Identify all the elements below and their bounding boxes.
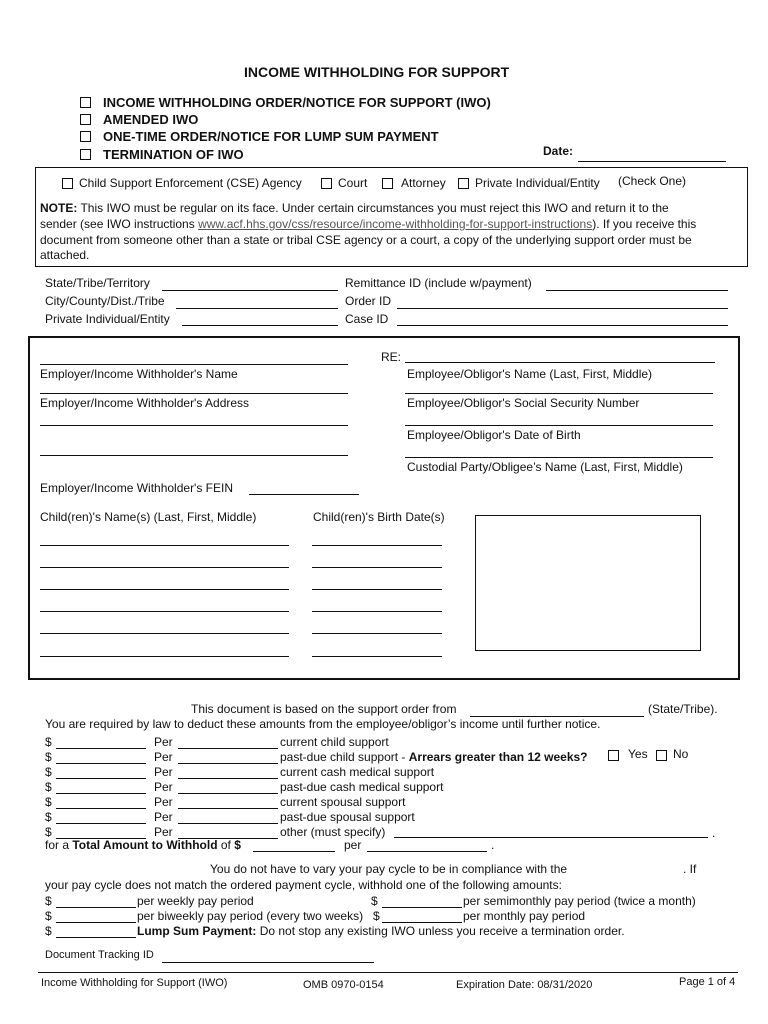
child-name-field[interactable]: [40, 589, 289, 590]
amount-field[interactable]: [56, 808, 146, 809]
amount-field[interactable]: [56, 823, 146, 824]
child-name-field[interactable]: [40, 656, 289, 657]
amount-item-text: past-due child support -: [280, 750, 409, 764]
child-dob-field[interactable]: [312, 656, 442, 657]
lump-sum-amount-field[interactable]: [56, 937, 136, 938]
dollar-sign: $: [45, 810, 52, 824]
private-checkbox[interactable]: [458, 178, 469, 189]
children-names-label: Child(ren)'s Name(s) (Last, First, Middle): [40, 510, 257, 524]
amount-item-label: [280, 735, 389, 749]
photo-box: [475, 515, 701, 651]
based-on-label: This document is based on the support order from: [191, 702, 457, 716]
amount-item-label: [280, 765, 434, 779]
per-period-field[interactable]: [178, 778, 278, 779]
child-name-field[interactable]: [40, 611, 289, 612]
amount-item-label: [280, 780, 443, 794]
employer-address-field-3[interactable]: [40, 455, 348, 456]
per-label: Per: [154, 765, 173, 779]
per-label: Per: [154, 735, 173, 749]
state-tribe-label: (State/Tribe).: [648, 702, 718, 716]
attorney-checkbox[interactable]: [382, 178, 393, 189]
arrears-no-label: No: [673, 747, 689, 761]
amount-item-label: [280, 810, 415, 824]
per-label: Per: [154, 810, 173, 824]
employer-name-label: Employer/Income Withholder's Name: [40, 367, 238, 381]
employer-address-field-1[interactable]: [40, 393, 348, 394]
private-entity-field[interactable]: [182, 325, 338, 326]
cse-label: Child Support Enforcement (CSE) Agency: [79, 176, 302, 190]
remittance-field[interactable]: [546, 290, 728, 291]
per-period-field[interactable]: [178, 823, 278, 824]
child-dob-field[interactable]: [312, 633, 442, 634]
employer-address-label: Employer/Income Withholder's Address: [40, 396, 250, 410]
lump-sum-text: Do not stop any existing IWO unless you receive a termination order.: [256, 924, 625, 938]
employee-name-label: Employee/Obligor's Name (Last, First, Middle): [407, 367, 653, 381]
amount-item-text: current cash medical support: [280, 765, 435, 779]
dollar-sign: $: [45, 765, 52, 779]
case-label: Case ID: [345, 312, 389, 326]
city-label: City/County/Dist./Tribe: [45, 294, 165, 308]
re-label: RE:: [381, 350, 402, 364]
total-label: Total Amount to Withhold: [72, 838, 218, 852]
monthly-label: per monthly pay period: [463, 909, 586, 923]
court-checkbox[interactable]: [321, 178, 332, 189]
per-period-field[interactable]: [178, 793, 278, 794]
per-label: Per: [154, 825, 173, 839]
child-dob-field[interactable]: [312, 567, 442, 568]
semimonthly-amount-field[interactable]: [382, 907, 462, 908]
remittance-label: Remittance ID (include w/payment): [345, 276, 532, 290]
state-field[interactable]: [162, 290, 338, 291]
amount-item-text: current spousal support: [280, 795, 406, 809]
footer-expiration: Expiration Date: 08/31/2020: [456, 979, 593, 991]
note-line-1: [40, 201, 669, 215]
arrears-question: Arrears greater than 12 weeks?: [408, 750, 588, 764]
date-field[interactable]: [578, 161, 726, 162]
child-name-field[interactable]: [40, 633, 289, 634]
weekly-label: per weekly pay period: [137, 894, 254, 908]
pay-cycle-line-1-end: . If: [683, 862, 697, 876]
per-label: Per: [154, 750, 173, 764]
page-title: INCOME WITHHOLDING FOR SUPPORT: [244, 64, 510, 80]
amended-label: AMENDED IWO: [103, 112, 199, 127]
fein-field[interactable]: [249, 494, 359, 495]
lump-sum-line: [137, 924, 625, 938]
total-period: .: [491, 838, 495, 852]
employer-name-field[interactable]: [40, 364, 348, 365]
semimonthly-label: per semimonthly pay period (twice a month): [463, 894, 696, 908]
termination-checkbox[interactable]: [80, 149, 91, 160]
amount-field[interactable]: [56, 778, 146, 779]
dollar-sign: $: [45, 750, 52, 764]
custodial-field[interactable]: [405, 457, 713, 458]
order-label: Order ID: [345, 294, 392, 308]
amount-item-text: current child support: [280, 735, 389, 749]
court-label: Court: [338, 176, 368, 190]
total-line: [45, 838, 241, 852]
note-text-2-pre: sender (see IWO instructions: [40, 217, 199, 231]
footer-omb: OMB 0970-0154: [303, 979, 384, 991]
instructions-link[interactable]: www.acf.hhs.gov/css/resource/income-withholding-for-support-instructions: [198, 217, 593, 231]
custodial-label: Custodial Party/Obligee’s Name (Last, First, Middle): [407, 460, 683, 474]
attorney-label: Attorney: [401, 176, 446, 190]
ssn-field[interactable]: [405, 393, 713, 394]
dob-field[interactable]: [405, 425, 713, 426]
per-period-field[interactable]: [178, 748, 278, 749]
amount-item-text: past-due spousal support: [280, 810, 415, 824]
private-label: Private Individual/Entity: [475, 176, 600, 190]
per-period-field[interactable]: [178, 808, 278, 809]
dollar-sign: $: [45, 825, 52, 839]
child-dob-field[interactable]: [312, 611, 442, 612]
note-line-3: document from someone other than a state or tribal CSE agency or a court, a copy of the underlying support order must be: [40, 233, 692, 247]
total-of: of: [217, 838, 235, 852]
lump-sum-checkbox[interactable]: [80, 131, 91, 142]
dollar-sign: $: [45, 795, 52, 809]
fein-label: Employer/Income Withholder's FEIN: [40, 481, 234, 495]
weekly-amount-field[interactable]: [56, 907, 136, 908]
employee-name-field[interactable]: [405, 362, 715, 363]
dollar-sign: $: [373, 909, 380, 923]
biweekly-amount-field[interactable]: [56, 922, 136, 923]
private-entity-label: Private Individual/Entity: [45, 312, 170, 326]
amended-checkbox[interactable]: [80, 114, 91, 125]
employer-address-field-2[interactable]: [40, 425, 348, 426]
dollar-sign: $: [371, 894, 378, 908]
dollar-sign: $: [45, 894, 52, 908]
pay-cycle-line-2: your pay cycle does not match the ordered payment cycle, withhold one of the following amounts:: [45, 878, 562, 892]
dob-label: Employee/Obligor's Date of Birth: [407, 428, 581, 442]
children-dob-label: Child(ren)'s Birth Date(s): [313, 510, 445, 524]
amount-item-label: [280, 795, 405, 809]
tracking-label: Document Tracking ID: [45, 949, 154, 961]
child-dob-field[interactable]: [312, 589, 442, 590]
note-label: NOTE:: [40, 201, 78, 215]
lump-sum-bold: Lump Sum Payment:: [137, 924, 257, 938]
total-pre: for a: [45, 838, 73, 852]
amount-item-label: [280, 750, 588, 764]
total-dollar: $: [234, 838, 241, 852]
per-period-field[interactable]: [178, 763, 278, 764]
total-amount-field[interactable]: [253, 851, 335, 852]
cse-checkbox[interactable]: [62, 178, 73, 189]
per-label: Per: [154, 795, 173, 809]
iwo-label: INCOME WITHHOLDING ORDER/NOTICE FOR SUPPORT (IWO): [103, 95, 491, 110]
order-field[interactable]: [397, 308, 728, 309]
amount-field[interactable]: [56, 763, 146, 764]
note-text-1: This IWO must be regular on its face. Under certain circumstances you must reject this IWO and return it to the: [80, 201, 669, 215]
footer-form-name: Income Withholding for Support (IWO): [41, 977, 228, 989]
termination-label: TERMINATION OF IWO: [103, 147, 244, 162]
footer-rule: [38, 972, 738, 973]
arrears-no-checkbox[interactable]: [656, 750, 667, 761]
footer-page: Page 1 of 4: [679, 976, 736, 988]
note-text-2-post: ). If you receive this: [592, 217, 697, 231]
other-specify-field[interactable]: [394, 837, 708, 838]
per-label: Per: [154, 780, 173, 794]
note-line-2: [40, 217, 696, 231]
tracking-field[interactable]: [162, 962, 374, 963]
amount-item-text: other (must specify): [280, 825, 386, 839]
monthly-amount-field[interactable]: [382, 922, 462, 923]
case-field[interactable]: [397, 325, 728, 326]
amount-field[interactable]: [56, 793, 146, 794]
state-label: State/Tribe/Territory: [45, 276, 150, 290]
city-field[interactable]: [176, 308, 338, 309]
date-label: Date:: [543, 144, 574, 158]
dollar-sign: $: [45, 780, 52, 794]
other-period: .: [712, 826, 716, 840]
total-per-label: per: [344, 838, 362, 852]
child-name-field[interactable]: [40, 545, 289, 546]
dollar-sign: $: [45, 924, 52, 938]
arrears-yes-checkbox[interactable]: [608, 750, 619, 761]
arrears-yes-label: Yes: [628, 747, 648, 761]
pay-cycle-line-1: You do not have to vary your pay cycle to be in compliance with the: [210, 862, 568, 876]
required-text: You are required by law to deduct these amounts from the employee/obligor’s income until further notice.: [45, 717, 601, 731]
amount-item-text: past-due cash medical support: [280, 780, 444, 794]
amount-field[interactable]: [56, 748, 146, 749]
iwo-checkbox[interactable]: [80, 97, 91, 108]
lump-sum-label: ONE-TIME ORDER/NOTICE FOR LUMP SUM PAYMENT: [103, 129, 439, 144]
amount-item-label: [280, 825, 385, 839]
biweekly-label: per biweekly pay period (every two weeks): [137, 909, 364, 923]
check-one-label: (Check One): [618, 174, 687, 188]
total-per-field[interactable]: [367, 851, 487, 852]
dollar-sign: $: [45, 909, 52, 923]
ssn-label: Employee/Obligor's Social Security Number: [407, 396, 640, 410]
note-line-4: attached.: [40, 248, 90, 262]
child-name-field[interactable]: [40, 567, 289, 568]
child-dob-field[interactable]: [312, 545, 442, 546]
dollar-sign: $: [45, 735, 52, 749]
